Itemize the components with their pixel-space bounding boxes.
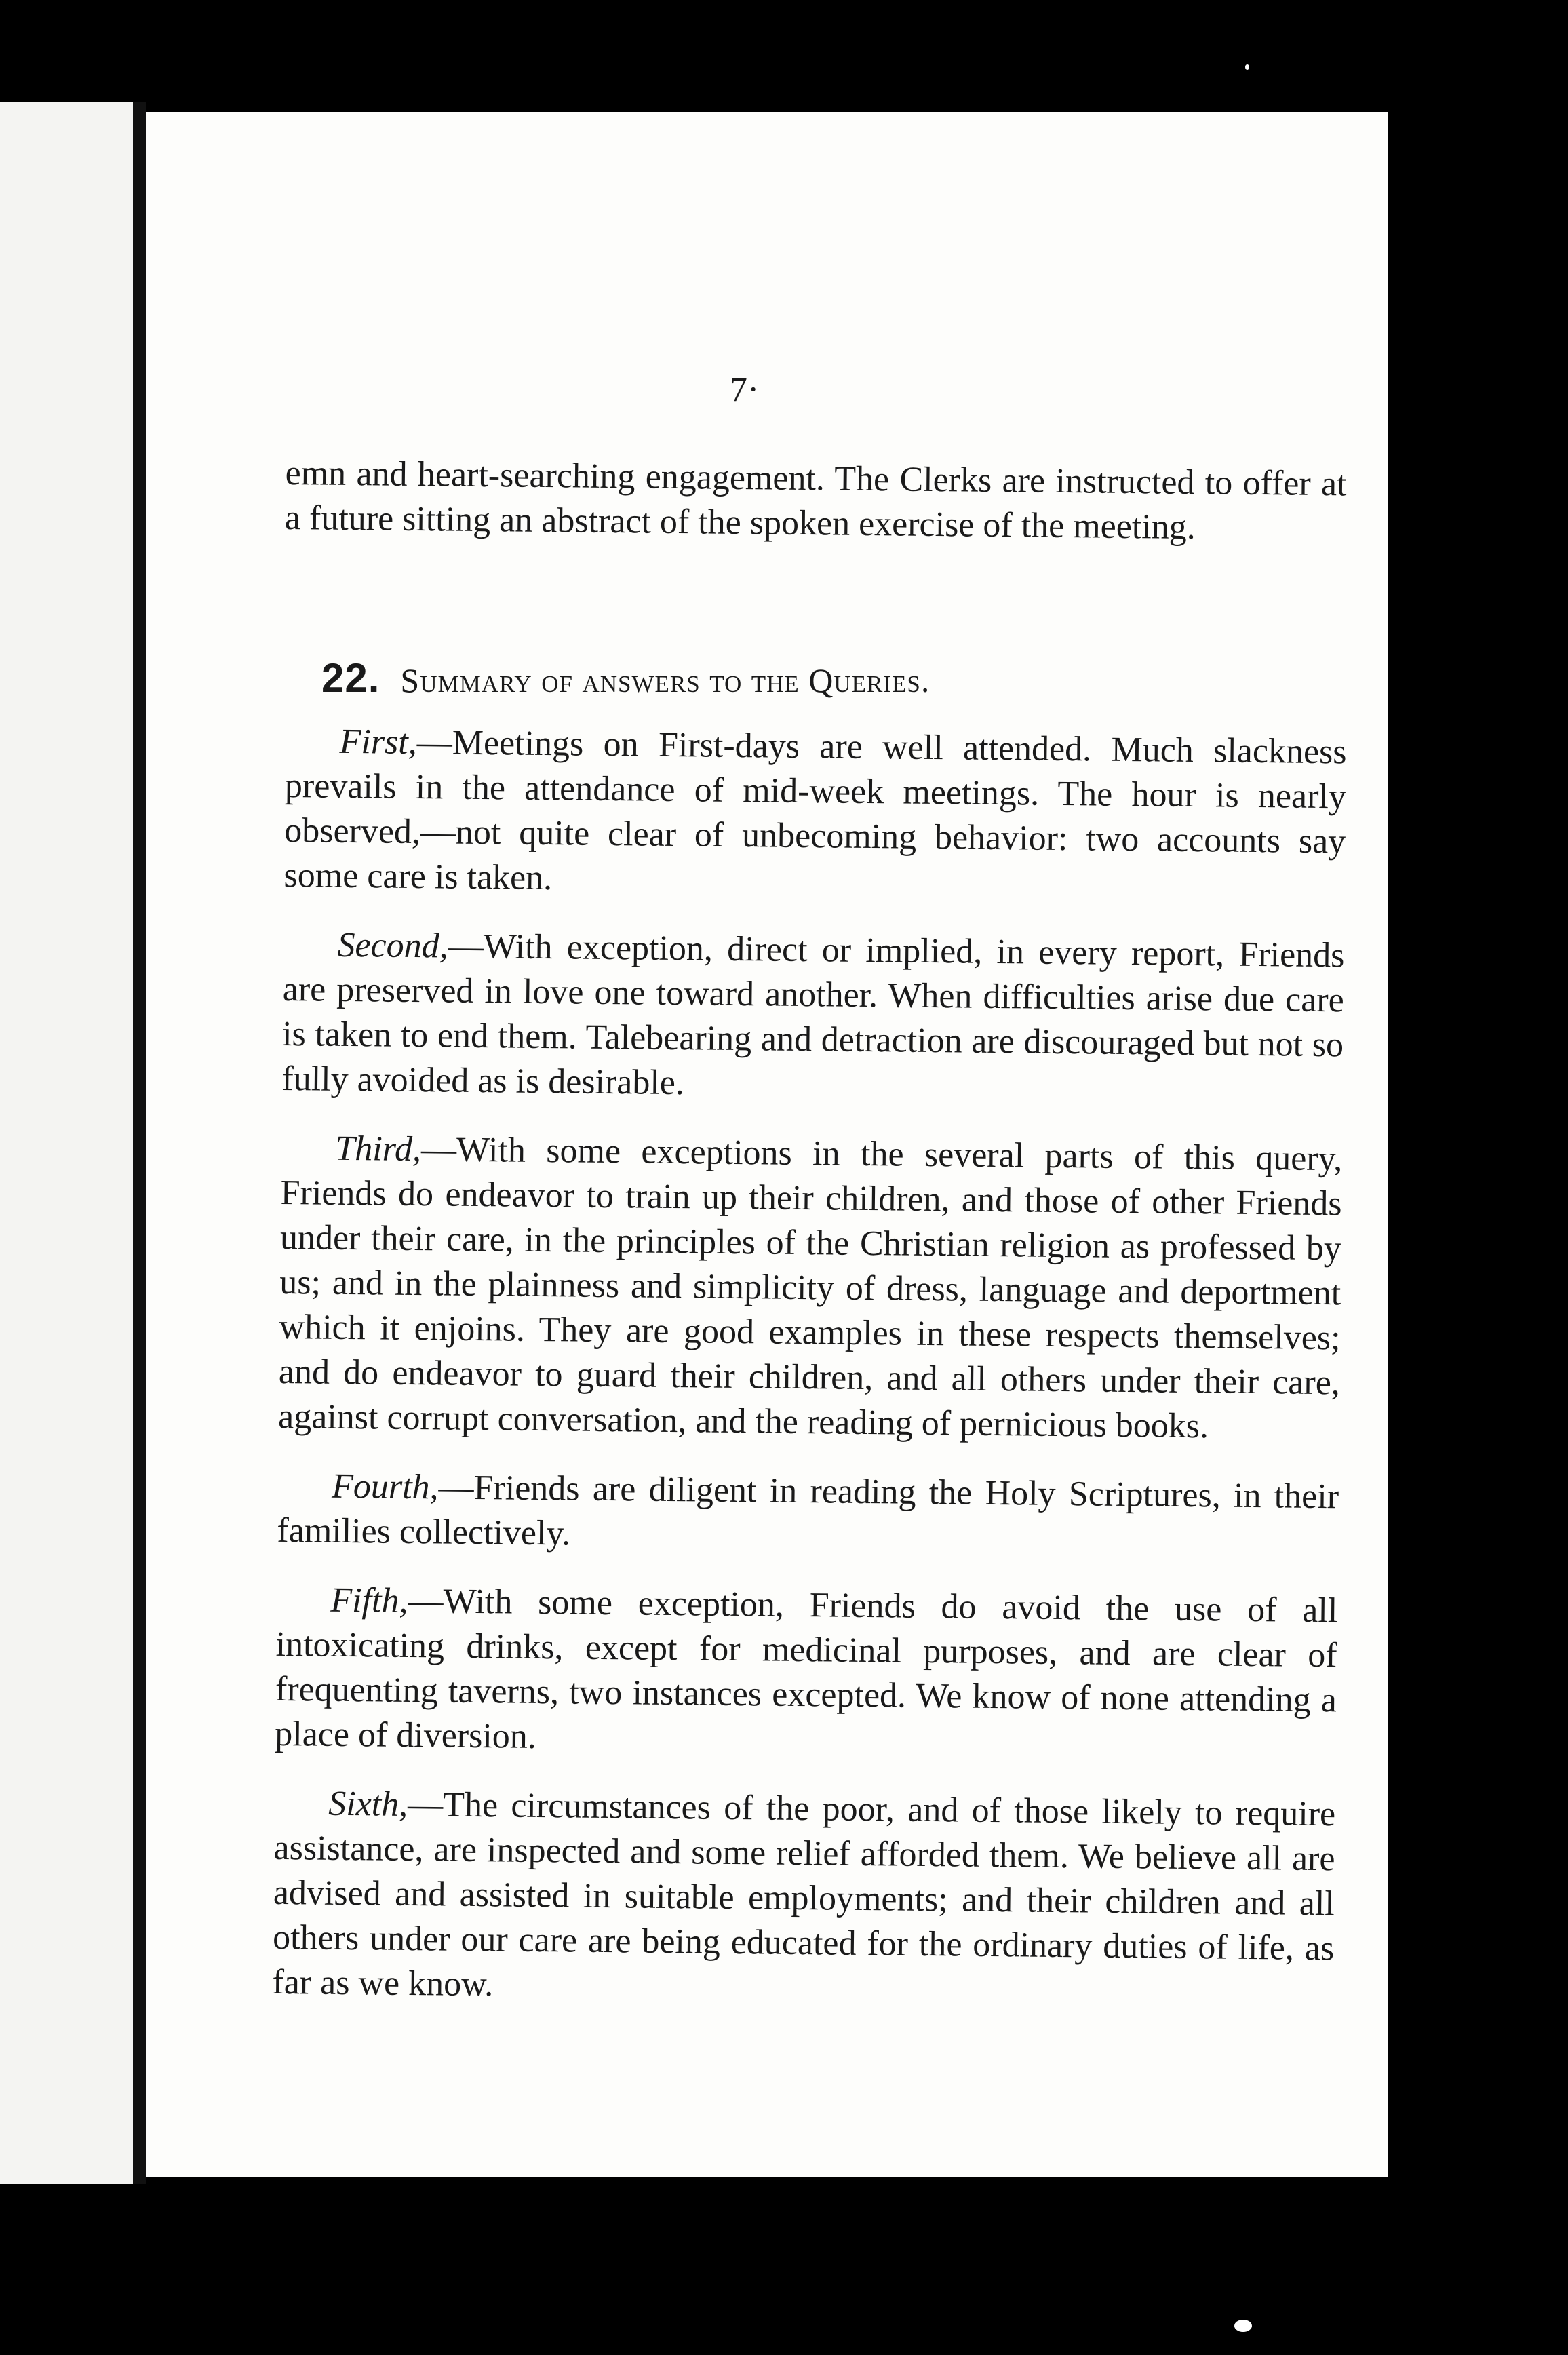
book-gutter bbox=[133, 102, 146, 2184]
answer-paragraph bbox=[281, 922, 1345, 1112]
answer-text: —Friends are diligent in reading the Holy Scriptures, in their families collectively. bbox=[277, 1468, 1339, 1553]
facing-page-edge bbox=[0, 102, 133, 2184]
answer-text: —With some exceptions in the several parts of this query, Friends do endeavor to train up their children, and those of other Friends under their care, in the principles of the Christian religion as professed by us; and in the plainness and simplicity of dress, language and deportment which it enjoins. They are good examples in these respects themselves; and do endeavor to guard their children, and all others under their care, against corrupt conversation, and the reading of pernicious books. bbox=[277, 1130, 1343, 1446]
answer-label: Third, bbox=[335, 1129, 422, 1169]
scan-speck bbox=[1245, 64, 1249, 70]
answer-paragraph bbox=[275, 1578, 1338, 1768]
answer-label: Second, bbox=[337, 925, 448, 966]
answer-text: —Meetings on First-days are well attended. Much slackness prevails in the attendance of mid-week meetings. The hour is nearly observed,—not quite clear of unbecoming behavior: two accounts say some care is taken. bbox=[283, 723, 1347, 898]
section-number: 22. bbox=[321, 655, 380, 701]
answer-paragraph bbox=[278, 1126, 1343, 1450]
answers-list bbox=[272, 719, 1347, 2040]
section-title: Summary of answers to the Queries. bbox=[400, 661, 930, 699]
answer-label: Fifth, bbox=[330, 1580, 408, 1620]
answer-paragraph bbox=[277, 1464, 1339, 1564]
answer-label: Fourth, bbox=[331, 1466, 439, 1507]
document-page bbox=[146, 112, 1388, 2177]
answer-text: —The circumstances of the poor, and of those likely to require assistance, are inspected and some relief afforded them. We believe all are advised and assisted in suitable employments; and their children and all others under our care are being educated for the ordinary duties of life, as far as we know. bbox=[272, 1785, 1336, 2004]
answer-paragraph bbox=[272, 1781, 1335, 2016]
section-heading bbox=[321, 655, 930, 701]
page-number: 7· bbox=[730, 370, 760, 409]
answer-label: First, bbox=[339, 722, 418, 762]
intro-paragraph: emn and heart-searching engagement. The Clerks are instructed to offer at a future sitting an abstract of the spoken exercise of the meeting. bbox=[284, 453, 1347, 547]
answer-text: —With some exception, Friends do avoid the use of all intoxicating drinks, except for medicinal purposes, and are clear of frequenting taverns, two instances excepted. We know of none attending a place of diversion. bbox=[275, 1581, 1338, 1756]
scan-speck bbox=[1234, 2320, 1252, 2332]
answer-text: —With exception, direct or implied, in every report, Friends are preserved in love one toward another. When difficulties arise due care is taken to end them. Talebearing and detraction are discouraged but not so fully avoided as is desirable. bbox=[281, 927, 1345, 1103]
answer-paragraph bbox=[283, 719, 1347, 909]
answer-label: Sixth, bbox=[328, 1784, 408, 1824]
